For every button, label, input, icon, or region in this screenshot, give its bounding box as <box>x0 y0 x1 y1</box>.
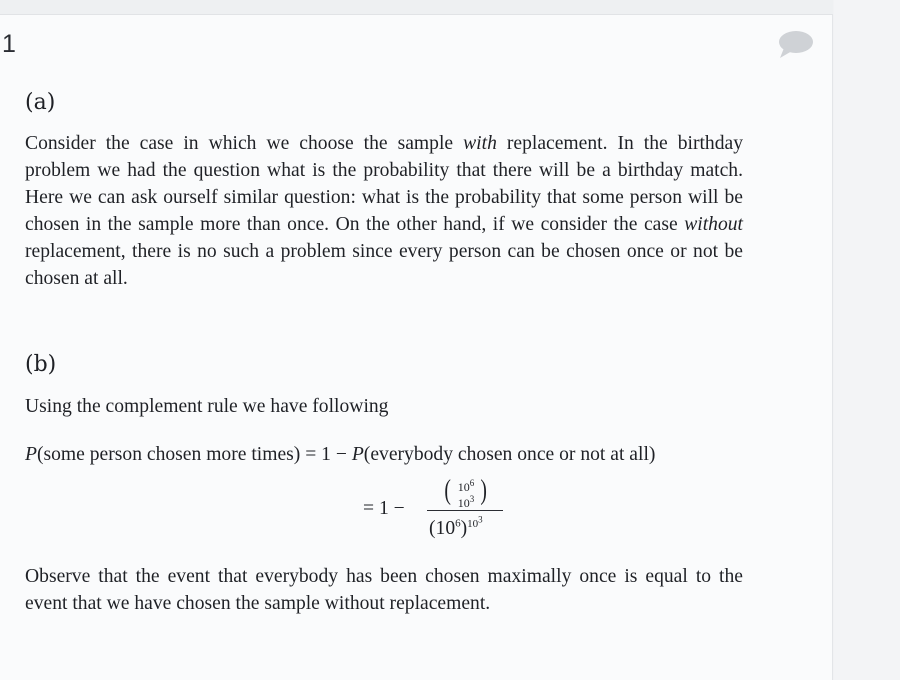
fraction <box>427 476 503 546</box>
binomial-right-paren: ) <box>480 475 487 506</box>
eq1-lhs-text: (some person chosen more times) = 1 − <box>36 444 352 465</box>
binomial-coefficient <box>443 476 489 508</box>
eq1-p-symbol-2: P <box>351 444 364 465</box>
binomial-stack <box>452 477 480 509</box>
fraction-denominator: $(10^6)^{10^3}$ <box>429 514 483 540</box>
binomial-left-paren: ( <box>444 475 451 506</box>
eq1-p-symbol-1: P <box>25 444 37 465</box>
eq2-prefix: = 1 − <box>363 498 405 519</box>
part-b-label: (b) <box>25 352 57 377</box>
speech-bubble-icon[interactable] <box>776 30 814 60</box>
problem-number: 1 <box>2 30 16 58</box>
part-a-emphasis-without: without <box>684 214 743 235</box>
eq1-rhs-text: (everybody chosen once or not at all) <box>363 444 656 465</box>
part-a-emphasis-with: with <box>463 133 497 154</box>
right-side-panel <box>834 0 900 680</box>
part-a-text-3: replacement, there is no such a problem since every person can be chosen once or not be chosen at all. <box>25 241 743 289</box>
top-strip <box>0 0 833 14</box>
part-b-conclusion: Observe that the event that everybody has been chosen maximally once is equal to the event that we have chosen the sample without replacement. <box>25 566 743 614</box>
part-a-text-1: Consider the case in which we choose the sample <box>25 133 464 154</box>
part-a-label: (a) <box>25 90 56 115</box>
part-a-paragraph <box>25 130 743 292</box>
part-b-intro: Using the complement rule we have following <box>25 396 389 417</box>
binomial-top: $10^6$ <box>457 478 475 494</box>
equation-line-2 <box>363 476 563 546</box>
part-a-text-2: replacement. In the birthday problem we had the question what is the probability that there will be a birthday match. Here we can ask ourself similar question: what is the probability that some person will be chosen in the sample more than once. On the other hand, if we consider the case <box>25 133 744 235</box>
binomial-bottom: $10^3$ <box>457 494 475 510</box>
equation-line-1 <box>25 441 655 468</box>
fraction-bar <box>427 510 503 511</box>
